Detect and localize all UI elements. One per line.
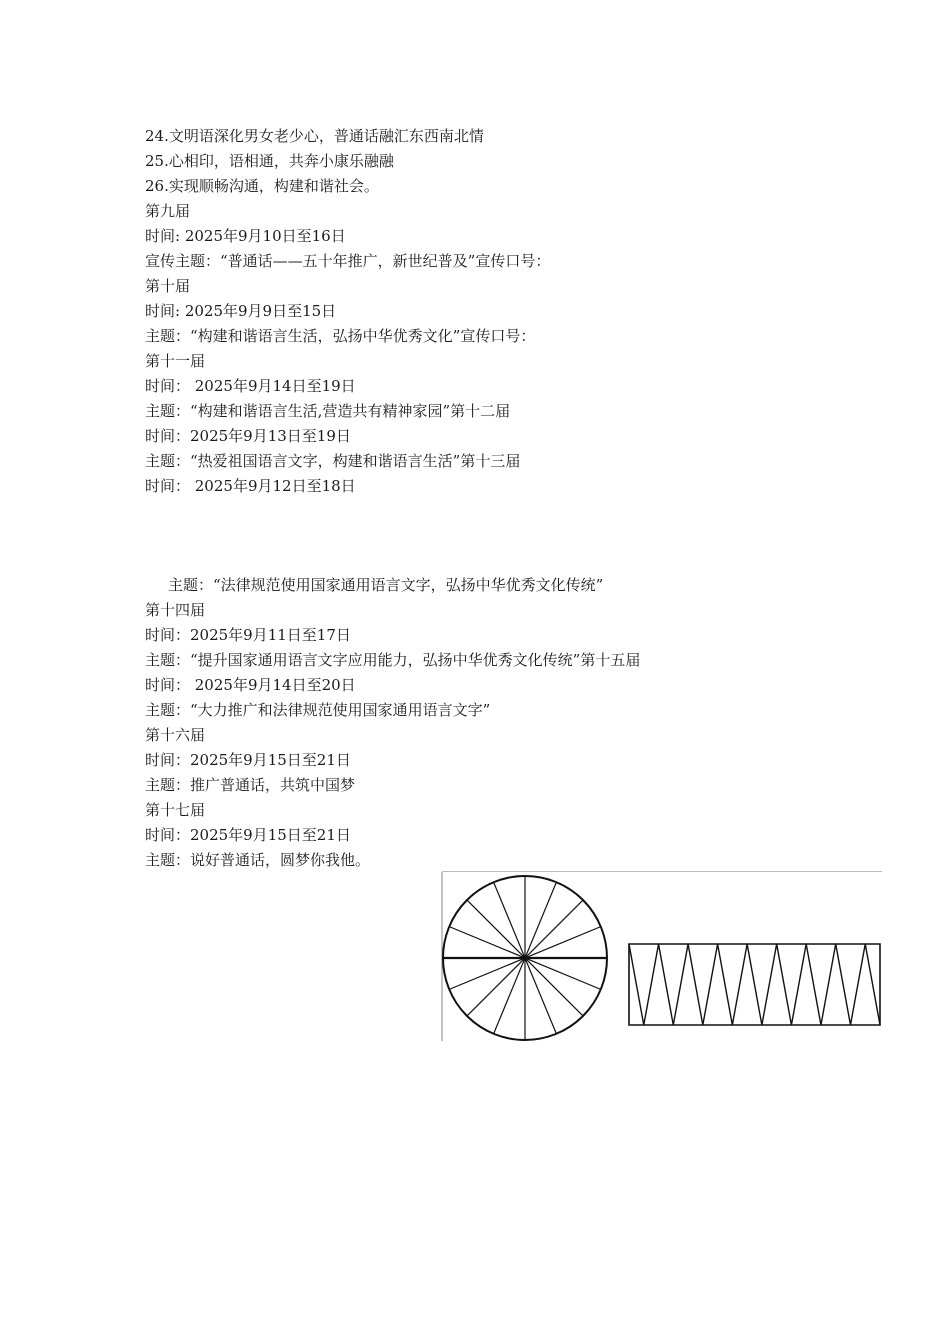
session-17-heading: 第十七届 bbox=[145, 801, 206, 819]
session-10-date: 时间: 2025年9月9日至15日 bbox=[145, 302, 337, 320]
slogan-25: 25.心相印，语相通，共奔小康乐融融 bbox=[145, 152, 394, 170]
session-10-heading: 第十届 bbox=[145, 277, 191, 295]
strip-zigzag bbox=[629, 944, 880, 1025]
slogan-24: 24.文明语深化男女老少心，普通话融汇东西南北情 bbox=[145, 127, 484, 145]
session-9-theme: 宣传主题：“普通话——五十年推广，新世纪普及”宣传口号： bbox=[145, 252, 551, 270]
session-15-date: 时间： 2025年9月14日至20日 bbox=[145, 676, 356, 694]
geometry-figure bbox=[441, 870, 883, 1042]
geometry-figure-svg bbox=[441, 870, 883, 1042]
session-16-heading: 第十六届 bbox=[145, 726, 206, 744]
session-11-date: 时间： 2025年9月14日至19日 bbox=[145, 377, 356, 395]
divided-circle bbox=[443, 876, 607, 1040]
session-12-theme: 主题：“热爱祖国语言文字，构建和谐语言生活”第十三届 bbox=[145, 452, 521, 470]
slogan-26: 26.实现顺畅沟通，构建和谐社会。 bbox=[145, 177, 379, 195]
session-17-theme: 主题：说好普通话，圆梦你我他。 bbox=[145, 851, 371, 869]
session-9-date: 时间: 2025年9月10日至16日 bbox=[145, 227, 346, 245]
session-13-date: 时间： 2025年9月12日至18日 bbox=[145, 477, 356, 495]
session-17-date: 时间：2025年9月15日至21日 bbox=[145, 826, 351, 844]
session-14-date: 时间：2025年9月11日至17日 bbox=[145, 626, 351, 644]
session-16-theme: 主题：推广普通话，共筑中国梦 bbox=[145, 776, 356, 794]
session-15-theme: 主题：“大力推广和法律规范使用国家通用语言文字” bbox=[145, 701, 491, 719]
session-13-theme: 主题：“法律规范使用国家通用语言文字，弘扬中华优秀文化传统” bbox=[168, 576, 604, 594]
session-11-heading: 第十一届 bbox=[145, 352, 206, 370]
session-16-date: 时间：2025年9月15日至21日 bbox=[145, 751, 351, 769]
session-14-theme: 主题：“提升国家通用语言文字应用能力，弘扬中华优秀文化传统”第十五届 bbox=[145, 651, 641, 669]
session-10-theme: 主题：“构建和谐语言生活，弘扬中华优秀文化”宣传口号： bbox=[145, 327, 536, 345]
session-9-heading: 第九届 bbox=[145, 202, 191, 220]
session-11-theme: 主题：“构建和谐语言生活,营造共有精神家园”第十二届 bbox=[145, 402, 511, 420]
rearranged-strip bbox=[629, 944, 880, 1025]
session-12-date: 时间：2025年9月13日至19日 bbox=[145, 427, 351, 445]
session-14-heading: 第十四届 bbox=[145, 601, 206, 619]
